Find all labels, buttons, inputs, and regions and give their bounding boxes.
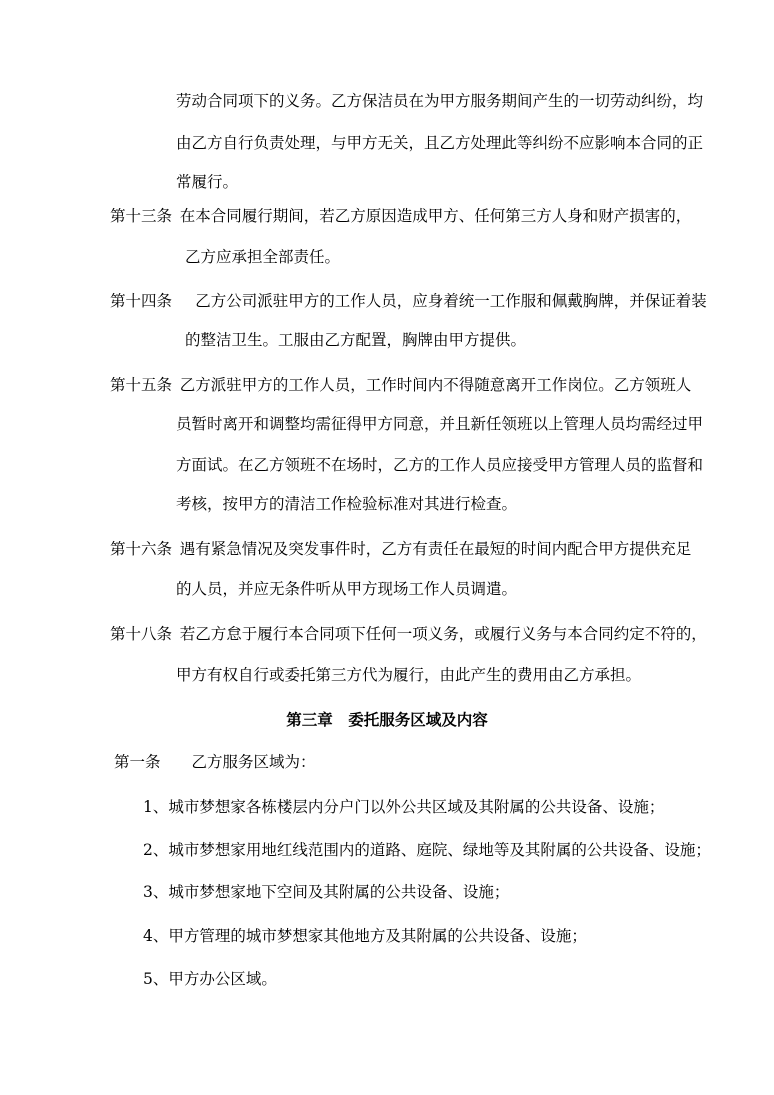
article-label: 第十八条 — [110, 625, 173, 643]
list-item: 2、城市梦想家用地红线范围内的道路、庭院、绿地等及其附属的公共设备、设施； — [143, 841, 711, 859]
paragraph-line: 的人员，并应无条件听从甲方现场工作人员调遣。 — [176, 580, 518, 598]
article-label: 第十五条 — [110, 376, 173, 394]
list-item: 4、甲方管理的城市梦想家其他地方及其附属的公共设备、设施； — [143, 927, 587, 945]
paragraph-line: 方面试。在乙方领班不在场时，乙方的工作人员应接受甲方管理人员的监督和 — [176, 456, 704, 474]
article-label: 第十六条 — [110, 540, 173, 558]
paragraph-line: 劳动合同项下的义务。乙方保洁员在为甲方服务期间产生的一切劳动纠纷，均 — [176, 92, 704, 110]
paragraph-line: 常履行。 — [176, 173, 239, 191]
article-text: 若乙方怠于履行本合同项下任何一项义务，或履行义务与本合同约定不符的， — [179, 625, 707, 643]
article-text: 乙方派驻甲方的工作人员，工作时间内不得随意离开工作岗位。乙方领班人 — [179, 376, 692, 394]
paragraph-line: 员暂时离开和调整均需征得甲方同意，并且新任领班以上管理人员均需经过甲 — [176, 415, 704, 433]
article-16-first-line — [110, 539, 691, 559]
paragraph-line: 的整洁卫生。工服由乙方配置，胸牌由甲方提供。 — [185, 331, 527, 349]
paragraph-line: 考核，按甲方的清洁工作检验标准对其进行检查。 — [176, 495, 518, 513]
chapter-title: 第三章 委托服务区域及内容 — [286, 710, 488, 729]
list-item: 1、城市梦想家各栋楼层内分户门以外公共区域及其附属的公共设备、设施； — [143, 798, 665, 816]
article-text: 在本合同履行期间，若乙方原因造成甲方、任何第三方人身和财产损害的， — [179, 207, 692, 225]
paragraph-line: 由乙方自行负责处理，与甲方无关，且乙方处理此等纠纷不应影响本合同的正 — [176, 134, 704, 152]
article-text: 乙方服务区域为： — [191, 753, 316, 771]
article-13-first-line — [110, 206, 691, 226]
list-item: 3、城市梦想家地下空间及其附属的公共设备、设施； — [143, 883, 510, 901]
article-text: 乙方公司派驻甲方的工作人员，应身着统一工作服和佩戴胸牌，并保证着装 — [195, 292, 707, 310]
paragraph-line: 乙方应承担全部责任。 — [185, 248, 341, 266]
paragraph-line: 甲方有权自行或委托第三方代为履行，由此产生的费用由乙方承担。 — [176, 666, 642, 684]
article-18-first-line — [110, 624, 707, 644]
article-label: 第十四条 — [110, 292, 173, 310]
list-item: 5、甲方办公区域。 — [143, 970, 277, 988]
article-14-first-line — [110, 291, 707, 311]
chapter-article-1 — [114, 752, 316, 772]
article-label: 第十三条 — [110, 207, 173, 225]
article-15-first-line — [110, 375, 691, 395]
article-label: 第一条 — [114, 753, 161, 771]
article-text: 遇有紧急情况及突发事件时，乙方有责任在最短的时间内配合甲方提供充足 — [179, 540, 692, 558]
